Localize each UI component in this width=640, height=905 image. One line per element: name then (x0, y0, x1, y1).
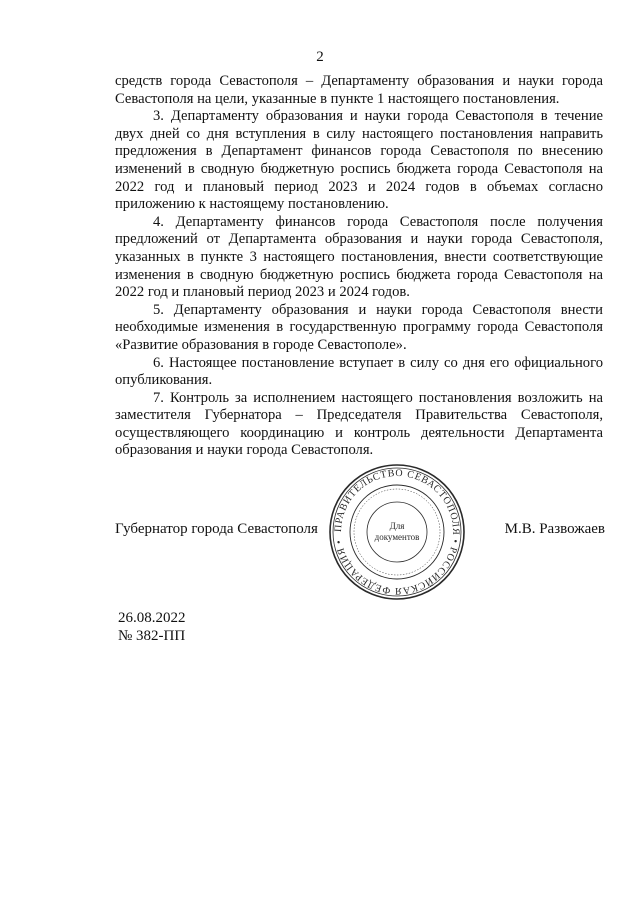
paragraph-continuation: средств города Севастополя – Департаменту образования и науки города Севастополя на цели, указанные в пункте 1 настоящего постановления. (115, 73, 603, 107)
paragraph-item-3: 3. Департаменту образования и науки города Севастополя в течение двух дней со дня вступления в силу настоящего постановления направить предложения в Департамент финансов города Севастополя по внесению изменений в сводную бюджетную роспись бюджета города Севастополя на 2022 год и плановый период 2023 и 2024 годов в объемах согласно приложению к настоящему постановлению. (115, 108, 603, 213)
paragraph-item-7: 7. Контроль за исполнением настоящего постановления возложить на заместителя Губернатора – Председателя Правительства Севастополя, осуществляющего координацию и контроль деятельности Департамента образования и науки города Севастополя. (115, 389, 603, 459)
page-number: 2 (316, 49, 324, 65)
document-body (115, 73, 603, 460)
official-seal (327, 462, 467, 602)
seal-outer-text: ПРАВИТЕЛЬСТВО СЕВАСТОПОЛЯ • РОССИЙСКАЯ ФЕДЕРАЦИЯ • (332, 467, 462, 597)
document-meta (118, 609, 186, 645)
paragraph-item-6: 6. Настоящее постановление вступает в силу со дня его официального опубликования. (115, 354, 603, 389)
seal-center-line-1: Для (389, 521, 405, 531)
seal-center-line-2: документов (374, 532, 420, 542)
document-date: 26.08.2022 (118, 610, 186, 626)
paragraph-item-5: 5. Департаменту образования и науки города Севастополя внести необходимые изменения в государственную программу города Севастополя «Развитие образования в городе Севастополе». (115, 301, 603, 353)
document-number: № 382-ПП (118, 628, 186, 644)
signatory-name: М.В. Развожаев (504, 521, 605, 537)
paragraph-item-4: 4. Департаменту финансов города Севастополя после получения предложений от Департамента образования и науки города Севастополя, указанных в пункте 3 настоящего постановления, внести соответствующие изменения в сводную бюджетную роспись бюджета города Севастополя на 2022 год и плановый период 2023 и 2024 годов. (115, 213, 603, 301)
signatory-position: Губернатор города Севастополя (115, 521, 318, 537)
